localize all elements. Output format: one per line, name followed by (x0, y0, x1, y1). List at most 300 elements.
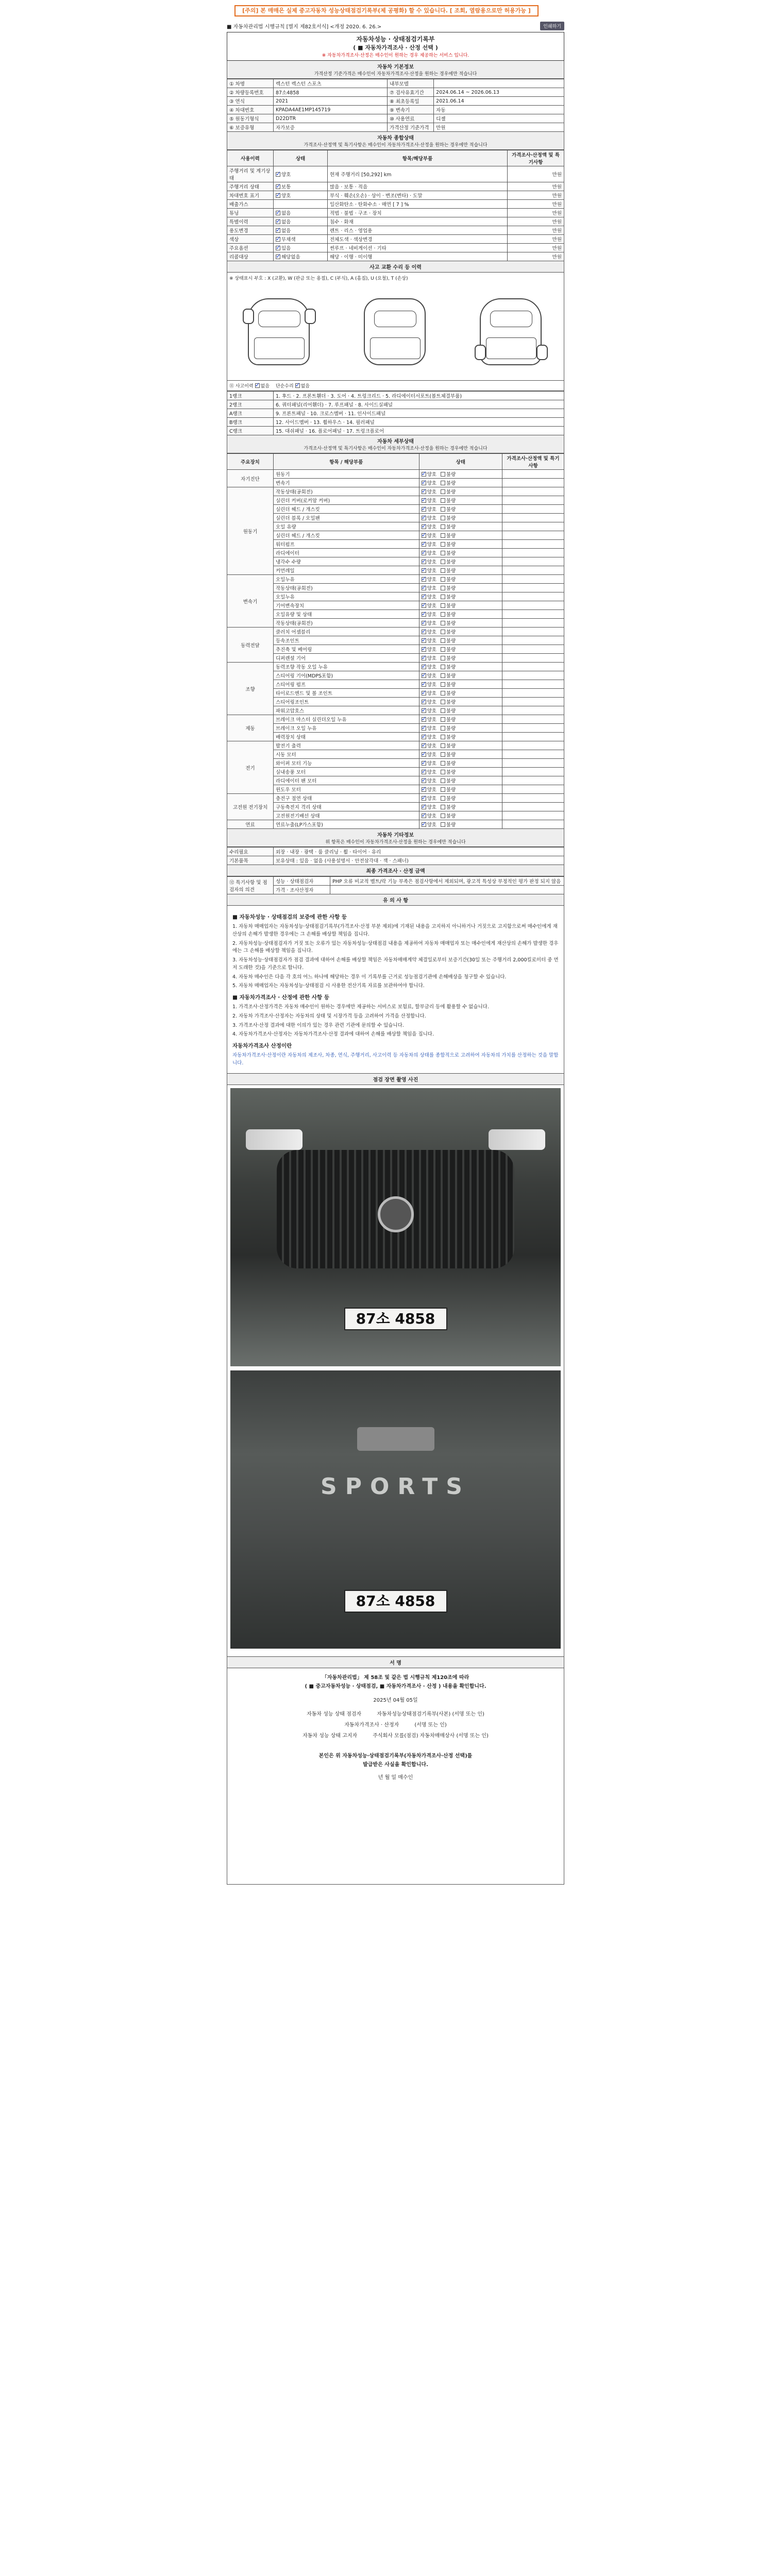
basic-info-table (227, 79, 564, 132)
detail-price (502, 803, 564, 811)
notes-header (227, 894, 564, 906)
detail-row (227, 689, 564, 698)
state-bad-option (441, 673, 456, 679)
checkbox-checked[interactable] (422, 708, 426, 713)
overall-detail: 렌트 · 리스 · 영업용 (327, 226, 507, 235)
state-bad-option (441, 656, 456, 662)
detail-state-header (227, 435, 564, 453)
state-bad-option (441, 735, 456, 740)
checkbox-unchecked[interactable] (441, 700, 445, 704)
checkbox-unchecked[interactable] (441, 481, 445, 485)
rear-photo[interactable] (230, 1370, 561, 1649)
checkbox-unchecked[interactable] (441, 805, 445, 809)
detail-state (419, 505, 502, 514)
basic-info-value: 만원 (434, 123, 564, 132)
state-ok-label: 양호 (427, 787, 436, 793)
detail-price (502, 820, 564, 829)
state-ok-label: 양호 (427, 761, 436, 767)
signature-footer2: 발급받은 사실을 확인합니다. (363, 1761, 428, 1768)
state-bad-option (441, 507, 456, 513)
checkbox-checked[interactable] (422, 524, 426, 529)
detail-column-header: 가격조사·산정액 및 특기사항 (502, 454, 564, 470)
warranty-paragraph: 1. 자동차 매매업자는 자동차성능·상태점검기록부(가격조사·산정 부분 제외)에 기재된 내용을 고지하지 아니하거나 거짓으로 고지함으로써 매수인에게 재산상의 손해가 발생한 경우에는 그 손해를 배상할 책임을 집니다. (232, 924, 558, 937)
vehicle-diagram (227, 273, 564, 381)
detail-group: 조향 (227, 663, 274, 715)
headlamp-right (489, 1129, 545, 1150)
basic-items-value: 보유상태 : 있음 · 없음 (사용설명서 · 안전삼각대 · 잭 · 스패너) (274, 856, 564, 865)
state-ok-label: 양호 (427, 577, 436, 583)
checkbox-checked[interactable] (276, 255, 280, 259)
signature-role: 자동차가격조사 · 산정자 (344, 1722, 399, 1728)
basic-info-value: KPADA4AE1MP145719 (274, 106, 388, 114)
pricer-opinion (330, 886, 564, 894)
checkbox-unchecked[interactable] (441, 577, 445, 582)
checkbox-unchecked[interactable] (441, 586, 445, 590)
state-bad-option (441, 691, 456, 697)
state-ok-option (422, 787, 436, 793)
state-bad-option (441, 630, 456, 635)
car-top-outline (364, 298, 426, 365)
checkbox-checked[interactable] (422, 489, 426, 494)
detail-state-table (227, 453, 564, 829)
checkbox-checked[interactable] (422, 822, 426, 827)
overall-column-header: 항목/해당부품 (327, 150, 507, 166)
detail-row (227, 715, 564, 724)
checkbox-checked[interactable] (422, 621, 426, 625)
state-bad-option (441, 577, 456, 583)
checkbox-unchecked[interactable] (441, 603, 445, 608)
detail-price (502, 768, 564, 776)
detail-price (502, 733, 564, 741)
checkbox-unchecked[interactable] (441, 551, 445, 555)
checkbox-checked[interactable] (276, 237, 280, 242)
state-ok-label: 양호 (427, 507, 436, 513)
checkbox-unchecked[interactable] (441, 656, 445, 660)
checkbox-unchecked[interactable] (441, 665, 445, 669)
detail-row (227, 706, 564, 715)
detail-state (419, 540, 502, 549)
checkbox-unchecked[interactable] (441, 472, 445, 477)
basic-info-key: ① 차명 (227, 79, 274, 88)
warranty-paragraph: 2. 자동차성능·상태점검자가 거짓 또는 오류가 있는 자동차성능·상태점검 내용을 제공하여 자동차 매매업자 또는 매수인에게 재산상의 손해가 발생한 경우에는 그 손해를 배상할 책임을 집니다. (232, 940, 559, 954)
overall-row (227, 182, 564, 191)
signature-line2: ( ■ 중고자동차성능 · 상태점검, ■ 자동차가격조사 · 산정 ) 내용을 확인합니다. (305, 1683, 486, 1689)
overall-state: ✓양호 (274, 166, 328, 182)
checkbox-unchecked[interactable] (441, 814, 445, 818)
state-ok-option (422, 647, 436, 653)
checkbox-checked[interactable] (422, 586, 426, 590)
checkbox-unchecked[interactable] (441, 630, 445, 634)
detail-state (419, 487, 502, 496)
checkbox-unchecked[interactable] (441, 524, 445, 529)
checkbox-checked[interactable] (422, 700, 426, 704)
detail-row (227, 496, 564, 505)
detail-item: 실린더 헤드 / 개스킷 (274, 505, 419, 514)
checkbox-checked[interactable] (422, 682, 426, 687)
checkbox-checked[interactable] (422, 656, 426, 660)
detail-price (502, 698, 564, 706)
detail-state (419, 479, 502, 487)
accident-history-title: 사고 교환 수리 등 이력 (369, 265, 422, 270)
checkbox-checked[interactable] (422, 665, 426, 669)
checkbox-checked[interactable] (422, 481, 426, 485)
basic-info-key: 가격산정 기준가격 (388, 123, 434, 132)
checkbox-checked[interactable] (422, 770, 426, 774)
state-bad-label: 불량 (446, 524, 456, 530)
checkbox-unchecked[interactable] (441, 638, 445, 643)
checkbox-checked[interactable] (276, 219, 280, 224)
checkbox-unchecked[interactable] (441, 717, 445, 722)
checkbox-unchecked[interactable] (441, 726, 445, 731)
overall-detail: 전체도색 · 색상변경 (327, 235, 507, 244)
checkbox-checked[interactable] (422, 551, 426, 555)
overall-state: ✓ 있음 (274, 244, 328, 252)
overall-state-table (227, 150, 564, 261)
basic-items-label: 기본품목 (227, 856, 274, 865)
detail-group: 전기 (227, 741, 274, 794)
detail-row (227, 487, 564, 496)
state-ok-option (422, 498, 436, 504)
signature-rows (232, 1710, 559, 1740)
state-ok-label: 양호 (427, 735, 436, 740)
detail-state (419, 654, 502, 663)
pricing-def-heading: 자동차가격조사 산정이란 (232, 1043, 292, 1049)
overall-row (227, 166, 564, 182)
detail-state-sub: 가격조사·산정액 및 특기사항은 매수인이 자동차가격조사·산정을 원하는 경우에만 적습니다 (304, 446, 488, 451)
overall-row (227, 226, 564, 235)
checkbox-unchecked[interactable] (441, 770, 445, 774)
checkbox-checked[interactable] (422, 691, 426, 696)
checkbox-unchecked[interactable] (441, 621, 445, 625)
overall-item: 주행거리 상태 (227, 182, 274, 191)
overall-item: 용도변경 (227, 226, 274, 235)
checkbox-unchecked[interactable] (441, 761, 445, 766)
detail-row (227, 768, 564, 776)
checkbox-checked[interactable] (422, 638, 426, 643)
state-bad-label: 불량 (446, 717, 456, 723)
warranty-paragraphs (232, 923, 559, 990)
accident-summary (227, 381, 564, 391)
state-bad-label: 불량 (446, 778, 456, 784)
detail-item: 오일 유량 (274, 522, 419, 531)
detail-item: 라디에이터 (274, 549, 419, 557)
basic-info-value: 87소4858 (274, 88, 388, 97)
state-ok-label: 양호 (427, 717, 436, 723)
state-ok-label: 양호 (427, 682, 436, 688)
inspector-label: 성능 · 상태점검자 (274, 877, 330, 886)
overall-row (227, 217, 564, 226)
checkbox-unchecked[interactable] (441, 752, 445, 757)
detail-price (502, 601, 564, 610)
state-bad-label: 불량 (446, 551, 456, 556)
state-bad-label: 불량 (446, 507, 456, 513)
overall-item: 주요옵션 (227, 244, 274, 252)
checkbox-checked[interactable] (422, 761, 426, 766)
state-ok-option (422, 507, 436, 513)
detail-row (227, 811, 564, 820)
checkbox-unchecked[interactable] (441, 682, 445, 687)
basic-info-value: 2021 (274, 97, 388, 106)
detail-row (227, 636, 564, 645)
state-ok-option (422, 472, 436, 478)
detail-header-row (227, 454, 564, 470)
basic-info-title: 자동차 기본정보 (377, 64, 414, 70)
state-bad-option (441, 621, 456, 626)
state-ok-option (422, 489, 436, 495)
checkbox-unchecked[interactable] (441, 787, 445, 792)
notes-body (227, 906, 564, 1074)
checkbox-checked[interactable] (422, 516, 426, 520)
detail-row (227, 514, 564, 522)
warranty-paragraph: 3. 자동차성능·상태점검자가 점검 결과에 대하여 손해를 배상할 책임은 자동차매매계약 체결일로부터 보증기간(30일 또는 주행거리 2,000킬로미터 중 먼저 도래한 것)을 기준으로 합니다. (232, 957, 559, 971)
checkbox-checked[interactable] (422, 805, 426, 809)
detail-row (227, 479, 564, 487)
checkbox-unchecked[interactable] (441, 735, 445, 739)
detail-row (227, 671, 564, 680)
state-ok-label: 양호 (427, 612, 436, 618)
checkbox-checked[interactable] (422, 787, 426, 792)
checkbox-checked[interactable] (422, 647, 426, 652)
state-ok-option (422, 735, 436, 740)
checkbox-unchecked[interactable] (441, 647, 445, 652)
state-ok-option (422, 778, 436, 784)
state-ok-option (422, 717, 436, 723)
state-ok-label: 양호 (427, 743, 436, 749)
checkbox-unchecked[interactable] (441, 778, 445, 783)
detail-item: 실린더 커버(로커암 커버) (274, 496, 419, 505)
detail-price (502, 636, 564, 645)
detail-row (227, 470, 564, 479)
print-button[interactable]: 인쇄하기 (540, 22, 564, 30)
checkbox-checked[interactable] (422, 630, 426, 634)
checkbox-checked[interactable] (422, 726, 426, 731)
checkbox-checked[interactable] (276, 193, 280, 198)
checkbox-checked[interactable] (422, 752, 426, 757)
checkbox-checked[interactable] (422, 472, 426, 477)
rank1-label: 1랭크 (227, 392, 274, 400)
state-ok-label: 양호 (427, 603, 436, 609)
overall-item: 리콜대상 (227, 252, 274, 261)
state-bad-option (441, 551, 456, 556)
state-ok-option (422, 533, 436, 539)
checkbox-unchecked[interactable] (441, 595, 445, 599)
detail-state (419, 628, 502, 636)
signature-footer1: 본인은 위 자동차성능·상태점검기록부(자동차가격조사·산정 선택)를 (318, 1753, 473, 1759)
detail-row (227, 645, 564, 654)
overall-row (227, 235, 564, 244)
checkbox-checked[interactable] (422, 595, 426, 599)
checkbox-unchecked[interactable] (441, 498, 445, 503)
overall-row (227, 252, 564, 261)
state-bad-option (441, 603, 456, 609)
signature-title: 서 명 (390, 1660, 401, 1666)
checkbox-unchecked[interactable] (441, 822, 445, 827)
state-ok-label: 양호 (427, 533, 436, 539)
basic-info-row (227, 114, 564, 123)
diagram-legend-note: ※ 상태표시 부호 : X (교환), W (판금 또는 용접), C (부식), A (흠집), U (요철), T (손상) (229, 276, 408, 281)
detail-item: 와이퍼 모터 기능 (274, 759, 419, 768)
checkbox-unchecked[interactable] (441, 560, 445, 564)
detail-state (419, 776, 502, 785)
detail-state (419, 514, 502, 522)
state-ok-label: 양호 (427, 691, 436, 697)
overall-state (274, 200, 328, 209)
checkbox-unchecked[interactable] (441, 708, 445, 713)
detail-state (419, 636, 502, 645)
overall-column-header: 가격조사·산정액 및 특기사항 (508, 150, 564, 166)
overall-detail: 일산화탄소 · 탄화수소 · 매연 [ 7 ] % (327, 200, 507, 209)
checkbox-checked[interactable] (422, 612, 426, 617)
checkbox-checked[interactable] (422, 560, 426, 564)
checkbox-unchecked[interactable] (441, 743, 445, 748)
state-bad-option (441, 796, 456, 802)
checkbox-checked[interactable] (276, 246, 280, 250)
detail-group: 자기진단 (227, 470, 274, 487)
state-ok-label: 양호 (427, 778, 436, 784)
checkbox-unchecked[interactable] (441, 796, 445, 801)
state-ok-option (422, 691, 436, 697)
checkbox-checked[interactable] (422, 717, 426, 722)
detail-item: 오일유량 및 상태 (274, 610, 419, 619)
detail-state (419, 706, 502, 715)
overall-detail: 침수 · 화재 (327, 217, 507, 226)
state-ok-label: 양호 (427, 630, 436, 635)
checkbox-unchecked[interactable] (441, 533, 445, 538)
state-ok-option (422, 708, 436, 714)
detail-item: 배력장치 상태 (274, 733, 419, 741)
detail-price (502, 487, 564, 496)
checkbox-checked[interactable] (422, 507, 426, 512)
state-bad-option (441, 647, 456, 653)
basic-info-key: 내부모델 (388, 79, 434, 88)
checkbox-checked[interactable] (276, 172, 280, 177)
pricing-paragraph: 1. 가격조사·산정가격은 자동차 매수인이 원하는 경우에만 제공하는 서비스로 보험료, 할부금리 등에 활용할 수 없습니다. (232, 1004, 489, 1010)
basic-info-header (227, 61, 564, 79)
basic-info-value: D22DTR (274, 114, 388, 123)
tailgate-handle (357, 1427, 434, 1451)
state-bad-label: 불량 (446, 691, 456, 697)
state-bad-label: 불량 (446, 586, 456, 591)
checkbox-unchecked[interactable] (441, 691, 445, 696)
detail-price (502, 715, 564, 724)
checkbox-checked[interactable] (422, 568, 426, 573)
detail-item: 원동기 (274, 470, 419, 479)
overall-detail: 적법 · 불법 · 구조 · 장치 (327, 209, 507, 217)
checkbox-checked[interactable] (422, 735, 426, 739)
basic-info-key: ③ 연식 (227, 97, 274, 106)
checkbox-checked[interactable] (422, 814, 426, 818)
state-ok-label: 양호 (427, 472, 436, 478)
detail-column-header: 항목 / 해당부품 (274, 454, 419, 470)
overall-column-header: 상태 (274, 150, 328, 166)
state-bad-option (441, 472, 456, 478)
state-ok-label: 양호 (427, 489, 436, 495)
checkbox-checked[interactable] (276, 228, 280, 233)
state-bad-option (441, 708, 456, 714)
checkbox-unchecked[interactable] (441, 568, 445, 573)
rank2-items: 6. 쿼터패널(리어휀더) · 7. 루프패널 · 8. 사이드실패널 (274, 400, 564, 409)
detail-price (502, 479, 564, 487)
detail-state (419, 698, 502, 706)
state-bad-option (441, 638, 456, 644)
overall-state: ✓ 없음 (274, 226, 328, 235)
detail-item: 냉각수 수량 (274, 557, 419, 566)
detail-state (419, 584, 502, 592)
checkbox-checked[interactable] (422, 542, 426, 547)
front-photo[interactable] (230, 1088, 561, 1366)
checkbox-unchecked[interactable] (441, 612, 445, 617)
detail-state (419, 610, 502, 619)
wheel-icon (475, 345, 486, 360)
detail-price (502, 689, 564, 698)
detail-row (227, 557, 564, 566)
checkbox-checked[interactable] (422, 796, 426, 801)
checkbox-unchecked[interactable] (441, 673, 445, 678)
state-bad-label: 불량 (446, 743, 456, 749)
basic-info-value: 디젤 (434, 114, 564, 123)
detail-item: 추진축 및 베어링 (274, 645, 419, 654)
checkbox-checked[interactable] (422, 498, 426, 503)
checkbox-checked[interactable] (422, 577, 426, 582)
checkbox-checked[interactable] (422, 743, 426, 748)
checkbox-unchecked[interactable] (441, 542, 445, 547)
warranty-paragraph: 5. 자동차 매매업자는 자동차성능·상태점검 시 사용한 전산기록 자료를 보관하여야 합니다. (232, 983, 425, 989)
overall-price: 만원 (508, 244, 564, 252)
checkbox-checked[interactable] (422, 673, 426, 678)
detail-price (502, 592, 564, 601)
detail-item: 워터펌프 (274, 540, 419, 549)
state-ok-option (422, 700, 436, 705)
detail-group: 동력전달 (227, 628, 274, 663)
detail-state (419, 785, 502, 794)
state-bad-label: 불량 (446, 542, 456, 548)
state-ok-option (422, 814, 436, 819)
state-ok-option (422, 568, 436, 574)
other-info-sub: 위 항목은 매수인이 자동차가격조사·산정을 원하는 경우에만 적습니다 (325, 840, 466, 845)
checkbox-checked[interactable] (276, 211, 280, 215)
state-bad-label: 불량 (446, 647, 456, 653)
checkbox-unchecked[interactable] (441, 489, 445, 494)
state-bad-label: 불량 (446, 796, 456, 802)
checkbox-unchecked[interactable] (441, 516, 445, 520)
checkbox-checked[interactable] (422, 778, 426, 783)
state-bad-label: 불량 (446, 481, 456, 486)
state-ok-label: 양호 (427, 498, 436, 504)
signature-role: 자동차 성능 상태 점검자 (307, 1711, 362, 1717)
state-ok-option (422, 638, 436, 644)
detail-item: 실린더 블록 / 오일팬 (274, 514, 419, 522)
overall-price: 만원 (508, 200, 564, 209)
accident-history-item: ⑪ 사고이력 ✓ 없음 (229, 382, 270, 389)
state-ok-label: 양호 (427, 647, 436, 653)
detail-group: 연료 (227, 820, 274, 829)
state-bad-option (441, 682, 456, 688)
checkbox-checked[interactable] (422, 603, 426, 608)
pricing-paragraph: 2. 자동차 가격조사·산정자는 자동차의 상태 및 시장가격 등을 고려하여 가격을 산정합니다. (232, 1013, 426, 1019)
checkbox-checked[interactable] (276, 184, 280, 189)
state-bad-option (441, 612, 456, 618)
checkbox-checked[interactable] (422, 533, 426, 538)
state-ok-label: 양호 (427, 516, 436, 521)
overall-row (227, 209, 564, 217)
checkbox-unchecked[interactable] (441, 507, 445, 512)
detail-item: 브레이크 오일 누유 (274, 724, 419, 733)
car-front-outline (248, 298, 310, 365)
basic-info-value: 자동 (434, 106, 564, 114)
basic-info-row (227, 88, 564, 97)
detail-state (419, 689, 502, 698)
overall-detail: 많음 · 보통 · 적음 (327, 182, 507, 191)
